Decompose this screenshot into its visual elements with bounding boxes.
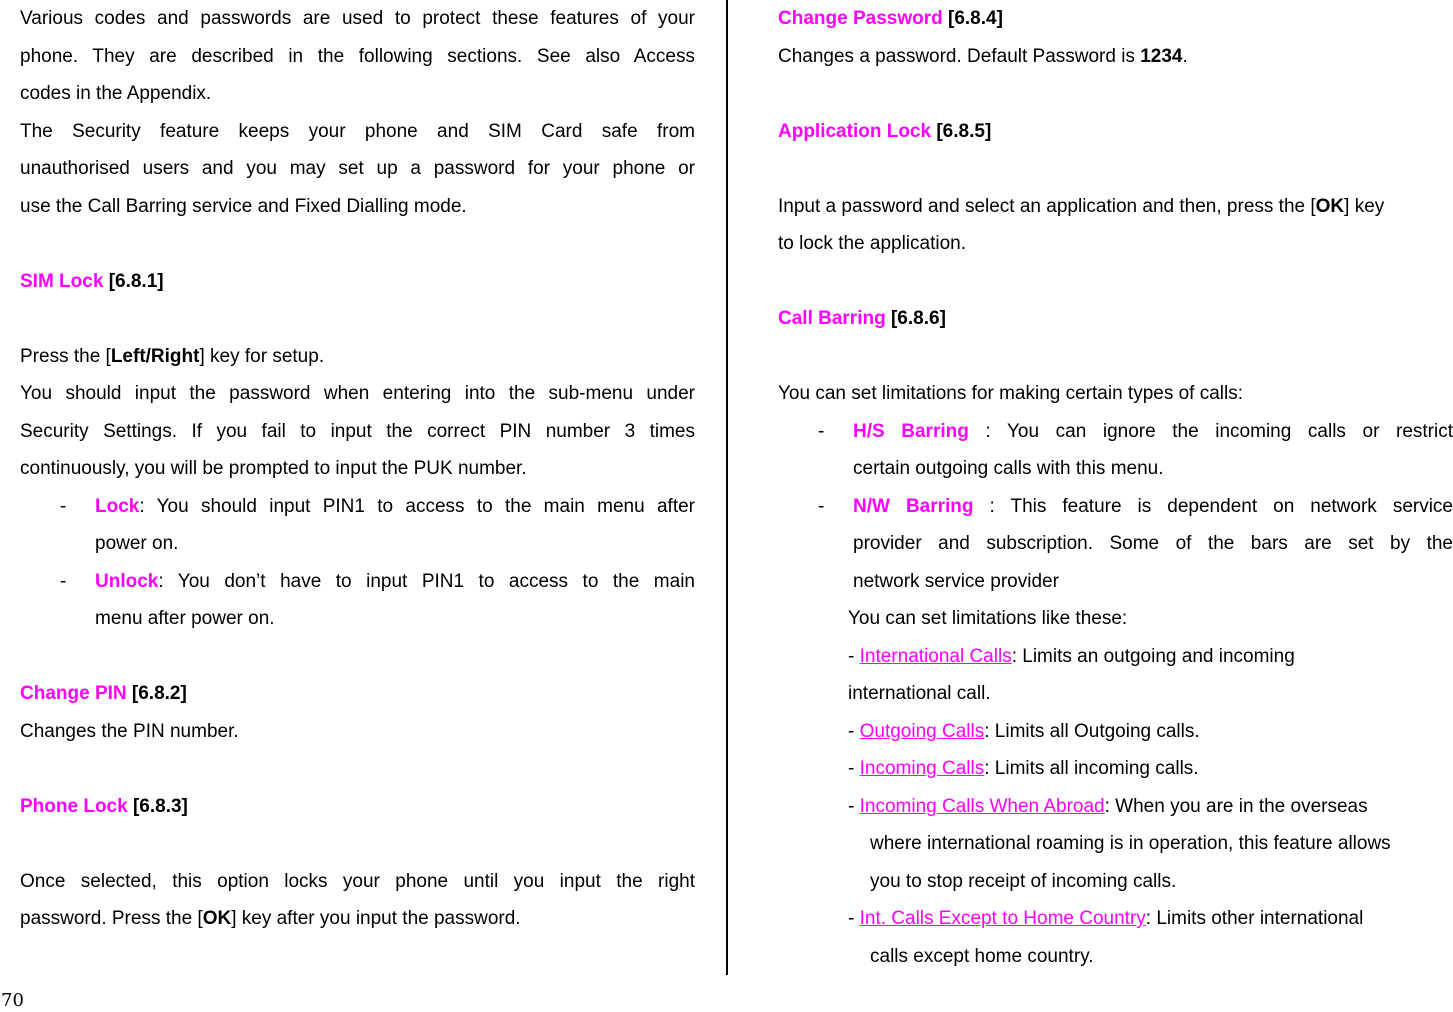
limit-international: - International Calls: Limits an outgoing and incoming xyxy=(848,645,1295,667)
security-intro-line: use the Call Barring service and Fixed Dialling mode. xyxy=(20,195,467,217)
application-lock-desc: to lock the application. xyxy=(778,233,967,254)
incoming-calls-link[interactable]: Incoming Calls xyxy=(859,758,985,779)
application-lock-desc: Input a password and select an application and then, press the [OK] key xyxy=(778,195,1385,217)
application-lock-heading xyxy=(778,113,1453,151)
limit-abroad: - Incoming Calls When Abroad: When you are in the overseas xyxy=(848,795,1368,817)
key-name: Left/Right xyxy=(110,345,200,367)
list-item-lock: - Lock: You should input PIN1 to access to the main menu after power on. xyxy=(20,488,695,563)
bullet-dash: - xyxy=(60,495,67,517)
call-barring-heading xyxy=(778,300,1453,338)
change-password-desc: Changes a password. Default Password is 1234. xyxy=(778,45,1188,67)
press-key-line: Press the [Left/Right] key for setup. xyxy=(20,345,325,367)
right-column xyxy=(778,0,1453,975)
phone-lock-heading xyxy=(20,788,695,826)
call-barring-title: Call Barring xyxy=(778,308,886,329)
menu-code: [6.8.3] xyxy=(132,795,188,817)
change-password-title: Change Password xyxy=(778,8,943,29)
phone-lock-desc: password. Press the [OK] key after you input the password. xyxy=(20,908,521,929)
sub-menu-line: Security Settings. If you fail to input the correct PIN number 3 times xyxy=(20,420,695,442)
list-item-hs-barring: - H/S Barring : You can ignore the incoming calls or restrict certain outgoing calls with this menu. xyxy=(778,413,1453,488)
change-pin-title: Change PIN xyxy=(20,683,127,704)
limit-incoming: - Incoming Calls: Limits all incoming calls. xyxy=(848,758,1199,779)
limit-abroad-cont: you to stop receipt of incoming calls. xyxy=(870,870,1177,892)
bullet-dash: - xyxy=(60,570,67,592)
intro-line: Various codes and passwords are used to protect these features of your xyxy=(20,8,695,29)
phone-lock-title: Phone Lock xyxy=(20,795,128,817)
sim-lock-heading xyxy=(20,263,695,301)
nw-barring-term: N/W Barring xyxy=(853,495,974,517)
international-calls-link[interactable]: International Calls xyxy=(859,645,1012,667)
sub-menu-line: continuously, you will be prompted to input the PUK number. xyxy=(20,458,527,479)
sub-menu-line: You should input the password when entering into the sub-menu under xyxy=(20,383,695,404)
left-column xyxy=(20,0,695,938)
limit-except-home: - Int. Calls Except to Home Country: Limits other international xyxy=(848,908,1364,929)
limit-except-home-cont: calls except home country. xyxy=(870,945,1094,967)
page-number: 70 xyxy=(1,990,24,1011)
incoming-calls-abroad-link[interactable]: Incoming Calls When Abroad xyxy=(859,795,1105,817)
menu-code: [6.8.5] xyxy=(936,120,992,142)
list-item-nw-barring: - N/W Barring : This feature is dependent on network service provider and subscription. Some of the bars are set by the network service provider xyxy=(778,488,1453,601)
security-intro-line: The Security feature keeps your phone and SIM Card safe from xyxy=(20,120,695,142)
default-password: 1234 xyxy=(1140,45,1183,67)
security-intro-line: unauthorised users and you may set up a password for your phone or xyxy=(20,158,695,179)
limit-abroad-cont: where international roaming is in operation, this feature allows xyxy=(870,833,1391,854)
lock-term: Lock xyxy=(95,495,140,517)
call-barring-intro: You can set limitations for making certain types of calls: xyxy=(778,383,1244,404)
key-name: OK xyxy=(202,908,232,929)
application-lock-title: Application Lock xyxy=(778,120,932,142)
change-password-heading xyxy=(778,0,1453,38)
outgoing-calls-link[interactable]: Outgoing Calls xyxy=(859,720,985,742)
limit-outgoing: - Outgoing Calls: Limits all Outgoing calls. xyxy=(848,720,1200,742)
limits-intro: You can set limitations like these: xyxy=(848,608,1128,629)
bullet-dash: - xyxy=(818,495,825,517)
hs-barring-term: H/S Barring xyxy=(853,420,969,442)
intro-line: codes in the Appendix. xyxy=(20,83,212,104)
list-item-unlock: - Unlock: You don’t have to input PIN1 to access to the main menu after power on. xyxy=(20,563,695,638)
int-calls-except-home-link[interactable]: Int. Calls Except to Home Country xyxy=(859,908,1146,929)
menu-code: [6.8.4] xyxy=(948,8,1003,29)
menu-code: [6.8.6] xyxy=(890,308,946,329)
menu-code: [6.8.1] xyxy=(108,270,164,292)
change-pin-desc: Changes the PIN number. xyxy=(20,720,239,742)
unlock-term: Unlock xyxy=(95,570,159,592)
phone-lock-desc: Once selected, this option locks your phone until you input the right xyxy=(20,870,695,892)
menu-code: [6.8.2] xyxy=(131,683,187,704)
column-divider xyxy=(726,0,728,975)
change-pin-heading xyxy=(20,675,695,713)
sim-lock-title: SIM Lock xyxy=(20,270,104,292)
limit-international-cont: international call. xyxy=(848,683,991,704)
intro-line: phone. They are described in the following sections. See also Access xyxy=(20,45,695,67)
bullet-dash: - xyxy=(818,420,825,442)
key-name: OK xyxy=(1315,195,1345,217)
